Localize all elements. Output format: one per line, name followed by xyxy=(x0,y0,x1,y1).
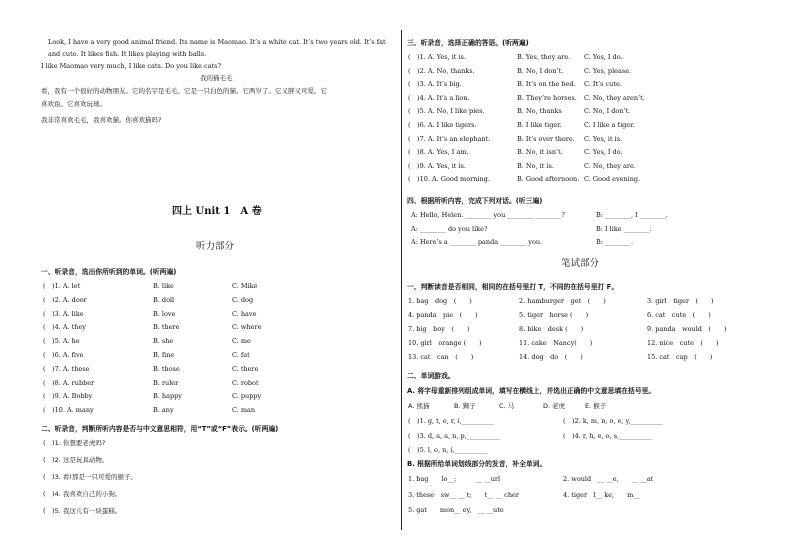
question-item-1-8: ( )8. A. rubber xyxy=(43,378,95,387)
question-item-3-5: ( )5. A. No, I like pies. xyxy=(408,107,485,116)
question-item-1-9: ( )9. A. Bobby xyxy=(43,392,93,401)
page-title: 四上 Unit 1 A 卷 xyxy=(172,206,262,217)
question-item-2-3: ( )3. 看!那是一只可爱的猴子。 xyxy=(43,473,137,481)
question-item-1-5: ( )5. A. he xyxy=(43,337,80,346)
question-item-2-2: ( )2. 这是玩具动物。 xyxy=(43,456,109,464)
phonics-item: 7. big boy ( ) xyxy=(408,325,470,333)
option-b: B. It’s on the bed. xyxy=(517,80,576,89)
unscramble-item: ( )5. l, o, n, i,__________ xyxy=(408,446,488,454)
option-b: B. Good afternoon. xyxy=(517,175,580,184)
option-b: B. No, thanks xyxy=(517,107,562,116)
option-b: B. like xyxy=(153,282,174,290)
story-cn-title: 我的猫毛毛 xyxy=(200,74,233,82)
question-item-3-6: ( )6. A. I like tigers. xyxy=(408,121,477,129)
option-b: B. those xyxy=(153,364,180,373)
question-item-1-4: ( )4. A. they xyxy=(43,323,86,332)
option-c: C. No, they aren’t. xyxy=(584,93,645,102)
dialogue-line-a-3: A: Here’s a ________ panda ________ you. xyxy=(411,238,543,246)
phonics-item: 4. panda pie ( ) xyxy=(408,311,478,319)
question-item-3-7: ( )7. A. It’s an elephant. xyxy=(408,134,491,143)
option-c: C. puppy xyxy=(232,392,262,401)
option-c: C. I like a tiger. xyxy=(584,121,635,129)
option-b: B. No, it isn’t. xyxy=(517,148,563,157)
option-b: B. she xyxy=(153,337,174,346)
option-b: B. It’s over there. xyxy=(517,134,575,143)
option-c: C. dog xyxy=(232,295,254,304)
option-b: B. doll xyxy=(153,295,175,304)
word-option: D. 老虎 xyxy=(543,402,566,410)
dialogue-line-a-1: A: Hello, Helen. ________ you ________ ________? xyxy=(411,211,565,219)
story-en-line-2: and cute. It likes fish. It likes playing with balls. xyxy=(48,50,207,58)
section-6-heading: 二、单词游戏。 xyxy=(407,372,455,380)
section-3-heading: 三、听录音，选择正确的答语。(听两遍) xyxy=(407,39,529,47)
phonics-fill-item: 4. tiger l__ ke, m__ xyxy=(563,490,640,499)
question-item-3-1: ( )1. A. Yes, it is. xyxy=(408,53,466,61)
option-c: C. Yes, I do. xyxy=(584,148,623,157)
option-b: B. I like tiger. xyxy=(517,121,562,129)
question-item-1-6: ( )6. A. five xyxy=(43,351,84,359)
option-c: C. robot xyxy=(232,378,259,387)
story-cn-line-3: 我非常喜欢毛毛，我喜欢猫。你喜欢猫吗? xyxy=(41,116,162,124)
question-item-2-1: ( )1. 你想要老虎吗? xyxy=(43,439,106,447)
question-item-3-2: ( )2. A. No, thanks. xyxy=(408,66,475,75)
unscramble-item: ( )1. g, t, e, r, i,__________ xyxy=(408,417,495,425)
option-b: B. love xyxy=(153,309,176,318)
section-5-heading: 一、判断读音是否相同，相同的在括号里打 T，不同的在括号里打 F。 xyxy=(407,283,619,291)
phonics-item: 1. bag dog ( ) xyxy=(408,297,472,305)
dialogue-line-b-1: B: ________, I ________. xyxy=(596,211,668,219)
question-item-3-8: ( )8. A. Yes, I am. xyxy=(408,148,469,157)
option-b: B. No, it is. xyxy=(517,161,554,170)
phonics-item: 13. cat can ( ) xyxy=(408,353,474,361)
question-item-3-9: ( )9. A. Yes, it is. xyxy=(408,161,466,170)
section-6a-heading: A. 将字母重新排列组成单词，填写在横线上，并选出正确的中文意思填在括号里。 xyxy=(407,387,656,395)
option-c: C. Good evening. xyxy=(584,175,641,184)
phonics-item: 8. bike desk ( ) xyxy=(519,325,584,333)
section-4-heading: 四、根据所听内容，完成下列对话。(听三遍) xyxy=(407,197,543,205)
option-c: C. Yes, I do. xyxy=(584,53,623,61)
listening-subtitle: 听力部分 xyxy=(196,241,235,252)
unscramble-item: ( )2. k, m, n, o, e, y,__________ xyxy=(563,417,663,425)
word-option: A. 熊猫 xyxy=(408,402,430,410)
question-item-1-7: ( )7. A. these xyxy=(43,364,90,373)
phonics-fill-item: 3. these sw__ __ t; t__ __ cher xyxy=(408,490,519,499)
story-cn-line-1: 看，我有一个很好的动物朋友。它的名字是毛毛。它是一只白色的猫。它两岁了。它又胖又可爱。它 xyxy=(41,87,327,95)
word-option: C. 马 xyxy=(499,402,515,410)
option-b: B. No, I don’t. xyxy=(517,66,564,75)
option-c: C. Yes, please. xyxy=(584,66,632,75)
question-item-3-4: ( )4. A. It’s a lion. xyxy=(408,93,470,102)
option-b: B. any xyxy=(153,406,174,415)
phonics-fill-item: 5. gat mon__ ey, __ __ute xyxy=(408,506,504,514)
phonics-item: 2. hamburger get ( ) xyxy=(519,297,606,305)
dialogue-line-b-3: B: ________. xyxy=(596,238,634,246)
question-item-2-4: ( )4. 我喜欢自己的小狗。 xyxy=(43,490,122,498)
question-item-1-10: ( )10. A. many xyxy=(43,406,94,415)
option-c: C. fat xyxy=(232,351,250,359)
phonics-item: 10. girl orange ( ) xyxy=(408,339,482,347)
dialogue-line-a-2: A: ________ do you like? xyxy=(411,224,488,233)
option-c: C. It’s cute. xyxy=(584,80,622,89)
option-c: C. No, they are. xyxy=(584,161,636,170)
written-subtitle: 笔试部分 xyxy=(561,258,600,269)
option-b: B. fine xyxy=(153,351,175,359)
dialogue-line-b-2: B: I like ________. xyxy=(596,224,652,233)
option-b: B. ruler xyxy=(153,378,179,387)
phonics-item: 3. girl tiger ( ) xyxy=(647,297,714,305)
column-divider xyxy=(401,30,402,530)
section-6b-heading: B. 根据所给单词划线部分的发音，补全单词。 xyxy=(407,460,547,468)
question-item-2-5: ( )5. 我这儿有一块蛋糕。 xyxy=(43,507,122,515)
section-1-heading: 一、听录音，选出你所听到的单词。(听两遍) xyxy=(41,268,177,276)
phonics-item: 15. cat cap ( ) xyxy=(647,353,713,361)
option-c: C. Yes, it is. xyxy=(584,134,623,143)
option-c: C. where xyxy=(232,323,262,332)
question-item-1-3: ( )3. A. like xyxy=(43,309,84,318)
phonics-item: 12. nice cute ( ) xyxy=(647,339,719,347)
option-b: B. Yes, they are. xyxy=(517,53,571,61)
phonics-item: 14. dog do ( ) xyxy=(519,353,583,361)
story-cn-line-2: 喜欢鱼。它喜欢玩球。 xyxy=(41,100,106,108)
unscramble-item: ( )4. r, h, e, o, s,__________ xyxy=(563,431,652,440)
word-option: B. 狮子 xyxy=(454,402,476,410)
unscramble-item: ( )3. d, a, a, n, p,__________ xyxy=(408,431,500,440)
option-c: C. man xyxy=(232,406,256,415)
question-item-3-10: ( )10. A. Good morning. xyxy=(408,175,490,184)
phonics-item: 9. panda would ( ) xyxy=(647,325,727,333)
word-option: E. 猴子 xyxy=(585,402,607,410)
phonics-item: 11. cake Nancy( ) xyxy=(519,339,593,347)
option-c: C. Mike xyxy=(232,282,258,290)
option-c: C. have xyxy=(232,309,257,318)
section-2-heading: 二、听录音，判断所听内容是否与中文意思相符，用“T”或“F”表示。(听两遍) xyxy=(41,425,279,433)
option-c: C. No, I don’t. xyxy=(584,107,631,116)
phonics-fill-item: 1. bag lo__; __ __url xyxy=(408,475,501,483)
phonics-fill-item: 2. would __ __e, __ __at xyxy=(563,475,654,483)
story-en-line-3: I like Maomao very much, I like cats. Do you like cats? xyxy=(41,62,222,70)
story-en-line-1: Look, I have a very good animal friend. Its name is Maomao. It’s a white cat. It’s two years old. It’s fat xyxy=(48,38,386,46)
option-c: C. me xyxy=(232,337,251,346)
question-item-3-3: ( )3. A. It’s big. xyxy=(408,80,462,89)
phonics-item: 5. tiger horse ( ) xyxy=(519,311,589,319)
option-b: B. happy xyxy=(153,392,182,401)
option-c: C. there xyxy=(232,364,259,373)
option-b: B. there xyxy=(153,323,180,332)
question-item-1-1: ( )1. A. let xyxy=(43,282,81,290)
option-b: B. They’re horses. xyxy=(517,93,577,102)
phonics-item: 6. cat cute ( ) xyxy=(647,311,711,319)
question-item-1-2: ( )2. A. door xyxy=(43,295,87,304)
